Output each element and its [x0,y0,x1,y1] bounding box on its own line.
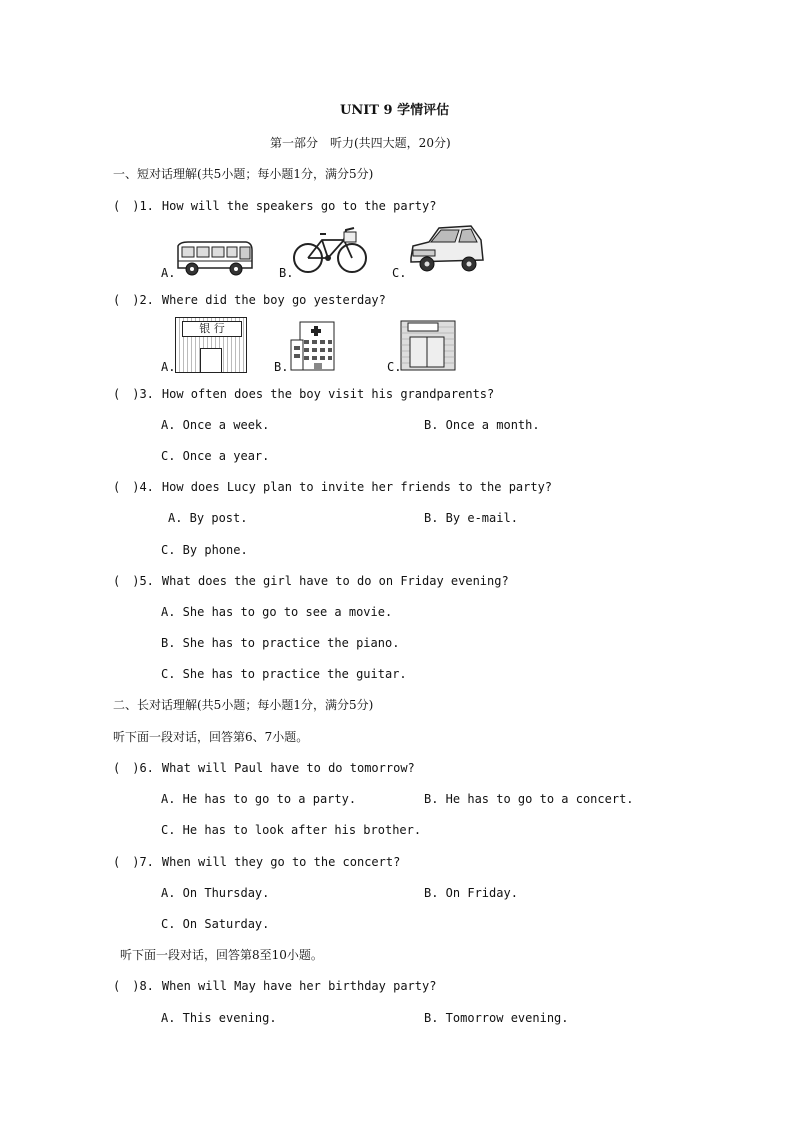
q6-option-a[interactable]: A. He has to go to a party. [161,792,357,806]
instruction-6-7: 听下面一段对话，回答第6、7小题。 [113,730,309,744]
q8-number [113,979,436,993]
q7-option-a[interactable]: A. On Thursday. [161,886,270,900]
q3-answer-bracket[interactable]: ( )3. [113,387,154,401]
q4-option-b[interactable]: B. By e-mail. [424,511,518,525]
q2-number [113,293,386,307]
q6-number [113,761,415,775]
q1-answer-bracket[interactable]: ( )1. [113,199,154,213]
q2-answer-bracket[interactable]: ( )2. [113,293,154,307]
q2-option-c-label: C. [387,360,402,374]
section-1-heading: 一、短对话理解(共5小题；每小题1分，满分5分) [113,167,374,181]
q5-option-c[interactable]: C. She has to practice the guitar. [161,667,407,681]
q5-option-a[interactable]: A. She has to go to see a movie. [161,605,393,619]
q3-number [113,387,494,401]
q4-option-c[interactable]: C. By phone. [161,543,248,557]
q7-answer-bracket[interactable]: ( )7. [113,855,154,869]
q7-number [113,855,400,869]
q3-option-c[interactable]: C. Once a year. [161,449,270,463]
q4-question: How does Lucy plan to invite her friends to the party? [161,480,553,494]
q5-answer-bracket[interactable]: ( )5. [113,574,154,588]
q6-question: What will Paul have to do tomorrow? [161,761,415,775]
q6-option-c[interactable]: C. He has to look after his brother. [161,823,422,837]
q2-option-b-label: B. [274,360,289,374]
q3-option-b[interactable]: B. Once a month. [424,418,540,432]
q7-option-b[interactable]: B. On Friday. [424,886,518,900]
hospital-picture[interactable] [290,320,336,372]
car-picture[interactable] [405,222,485,278]
q2-question: Where did the boy go yesterday? [161,293,386,307]
q4-option-a[interactable]: A. By post. [168,511,248,525]
q6-answer-bracket[interactable]: ( )6. [113,761,154,775]
bus-picture[interactable] [174,240,254,278]
q7-option-c[interactable]: C. On Saturday. [161,917,270,931]
section-2-heading: 二、长对话理解(共5小题；每小题1分，满分5分) [113,698,374,712]
q5-number [113,574,509,588]
page-title: UNIT 9 学情评估 [340,103,450,118]
q8-option-b[interactable]: B. Tomorrow evening. [424,1011,569,1025]
q4-number [113,480,552,494]
q7-question: When will they go to the concert? [161,855,401,869]
q1-option-c-label: C. [392,266,407,280]
q8-option-a[interactable]: A. This evening. [161,1011,277,1025]
q8-question: When will May have her birthday party? [161,979,437,993]
q3-question: How often does the boy visit his grandparents? [161,387,495,401]
q6-option-b[interactable]: B. He has to go to a concert. [424,792,634,806]
q5-option-b[interactable]: B. She has to practice the piano. [161,636,400,650]
bicycle-picture[interactable] [292,220,370,278]
q4-answer-bracket[interactable]: ( )4. [113,480,154,494]
q3-option-a[interactable]: A. Once a week. [161,418,270,432]
store-picture[interactable] [400,317,456,371]
bank-sign: 银 行 [182,321,242,337]
bank-picture[interactable] [175,317,247,373]
q1-question: How will the speakers go to the party? [161,199,437,213]
q2-option-a-label: A. [161,360,176,374]
q1-option-b-label: B. [279,266,294,280]
q8-answer-bracket[interactable]: ( )8. [113,979,154,993]
q1-option-a-label: A. [161,266,176,280]
q1-number [113,199,436,213]
q5-question: What does the girl have to do on Friday evening? [161,574,509,588]
part-heading: 第一部分 听力(共四大题，20分) [270,136,451,150]
instruction-8-10: 听下面一段对话，回答第8至10小题。 [120,948,323,962]
